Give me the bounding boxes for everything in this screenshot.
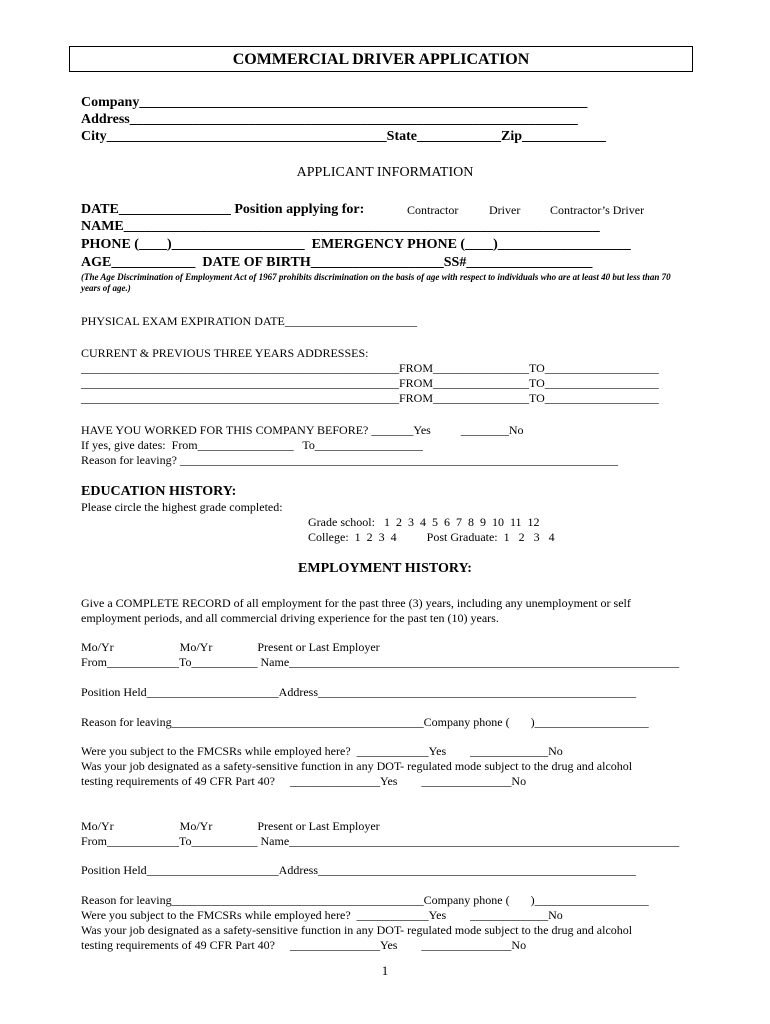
dot-answer-field[interactable]: testing requirements of 49 CFR Part 40? _______________Yes _______________No <box>81 774 527 788</box>
city-state-zip-field[interactable]: City________________________________________State____________Zip____________ <box>81 129 606 144</box>
grade-school-options[interactable]: Grade school: 1 2 3 4 5 6 7 8 9 10 11 12 <box>308 515 540 529</box>
company-address-field[interactable]: Address________________________________________________________________ <box>81 112 578 127</box>
address-line[interactable]: _____________________________________________________FROM________________TO___________________ <box>81 391 659 405</box>
position-option-contractor[interactable]: Contractor <box>407 203 459 217</box>
moyr-header: Mo/Yr Mo/Yr Present or Last Employer <box>81 819 380 833</box>
reason-phone-field[interactable]: Reason for leaving__________________________________________Company phone ( )___________________ <box>81 893 649 907</box>
age-discrimination-note: (The Age Discrimination of Employment Act of 1967 prohibits discrimination on the basis of age with respect to individuals who are at least 40 but less than 70 years of age.) <box>81 272 671 293</box>
name-field[interactable]: NAME____________________________________________________________________ <box>81 219 600 234</box>
employment-history-heading: EMPLOYMENT HISTORY: <box>298 561 472 576</box>
position-option-driver[interactable]: Driver <box>489 203 521 217</box>
page-number: 1 <box>381 963 389 978</box>
physical-exam-field[interactable]: PHYSICAL EXAM EXPIRATION DATE______________________ <box>81 314 417 328</box>
date-position-label[interactable]: DATE________________ Position applying for: <box>81 202 365 217</box>
reason-phone-field[interactable]: Reason for leaving__________________________________________Company phone ( )___________________ <box>81 715 649 729</box>
reason-for-leaving-field[interactable]: Reason for leaving? _________________________________________________________________________ <box>81 453 618 467</box>
address-line[interactable]: _____________________________________________________FROM________________TO___________________ <box>81 376 659 390</box>
worked-before-field[interactable]: HAVE YOU WORKED FOR THIS COMPANY BEFORE? _______Yes ________No <box>81 423 524 437</box>
moyr-header: Mo/Yr Mo/Yr Present or Last Employer <box>81 640 380 654</box>
page-title: COMMERCIAL DRIVER APPLICATION <box>232 51 530 68</box>
position-address-field[interactable]: Position Held______________________Address_____________________________________________________ <box>81 863 636 877</box>
from-to-name-field[interactable]: From____________To___________ Name_________________________________________________________________ <box>81 655 680 669</box>
education-history-heading: EDUCATION HISTORY: <box>81 484 237 499</box>
employment-intro-line: employment periods, and all commercial driving experience for the past ten (10) years. <box>81 611 499 625</box>
college-options[interactable]: College: 1 2 3 4 Post Graduate: 1 2 3 4 <box>308 530 555 544</box>
education-instruction: Please circle the highest grade completed: <box>81 500 283 514</box>
company-field[interactable]: Company________________________________________________________________ <box>81 95 588 110</box>
position-option-contractors-driver[interactable]: Contractor’s Driver <box>550 203 645 217</box>
dot-answer-field[interactable]: testing requirements of 49 CFR Part 40? _______________Yes _______________No <box>81 938 527 952</box>
address-line[interactable]: _____________________________________________________FROM________________TO___________________ <box>81 361 659 375</box>
applicant-information-heading: APPLICANT INFORMATION <box>296 165 474 180</box>
title-box <box>69 46 693 72</box>
position-address-field[interactable]: Position Held______________________Address_____________________________________________________ <box>81 685 636 699</box>
from-to-name-field[interactable]: From____________To___________ Name_________________________________________________________________ <box>81 834 680 848</box>
dot-question-line: Was your job designated as a safety-sensitive function in any DOT- regulated mode subject to the drug and alcohol <box>81 759 633 773</box>
fmcsr-field[interactable]: Were you subject to the FMCSRs while employed here? ____________Yes _____________No <box>81 908 563 922</box>
fmcsr-field[interactable]: Were you subject to the FMCSRs while employed here? ____________Yes _____________No <box>81 744 563 758</box>
phone-field[interactable]: PHONE (____)___________________ EMERGENCY PHONE (____)___________________ <box>81 237 631 252</box>
addresses-label: CURRENT & PREVIOUS THREE YEARS ADDRESSES: <box>81 346 369 360</box>
previous-dates-field[interactable]: If yes, give dates: From________________ To__________________ <box>81 438 423 452</box>
age-dob-ssn-field[interactable]: AGE____________ DATE OF BIRTH___________________SS#__________________ <box>81 255 593 270</box>
employment-intro-line: Give a COMPLETE RECORD of all employment for the past three (3) years, including any unemployment or self <box>81 596 631 610</box>
dot-question-line: Was your job designated as a safety-sensitive function in any DOT- regulated mode subject to the drug and alcohol <box>81 923 633 937</box>
